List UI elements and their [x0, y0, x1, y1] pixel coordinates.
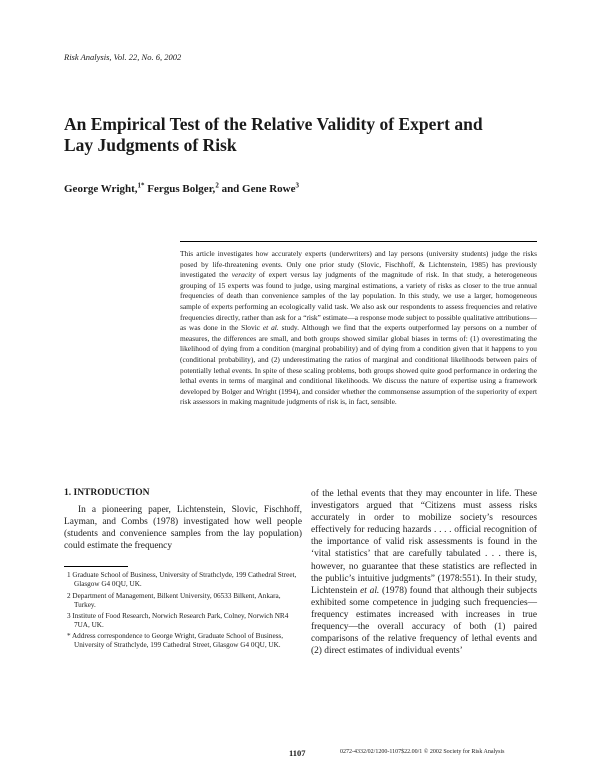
intro-paragraph-left: In a pioneering paper, Lichtenstein, Slovic, Fischhoff, Layman, and Combs (1978) investigated how well people (students and convenience samples from the lay population) could estimate the frequency — [64, 505, 302, 552]
left-column — [64, 488, 302, 652]
footnote-rule — [64, 566, 128, 567]
author-1-affiliation: 1* — [137, 181, 145, 190]
intro-right-italic-etal: et al. — [360, 585, 380, 596]
abstract-italic-etal: et al. — [262, 323, 279, 333]
footnote-correspondence: * Address correspondence to George Wright, Graduate School of Business, University of Strathclyde, 199 Cathedral Street, Glasgow G4 0QU, UK. — [67, 631, 284, 650]
author-1: George Wright, — [64, 183, 138, 195]
page-number: 1107 — [289, 748, 306, 758]
article-title: An Empirical Test of the Relative Validity of Expert and Lay Judgments of Risk — [64, 114, 483, 155]
author-3-affiliation: 3 — [295, 181, 300, 190]
intro-right-part-2: (1978) found that although their subjects exhibited some competence in judging such frequencies—frequency estimates increased with increases in true frequency—the overall accuracy of both (1) paired comparisons of the relative frequency of lethal events and (2) direct estimates of individual events’ — [311, 585, 537, 657]
author-line — [64, 183, 299, 195]
footnote-2: 2 Department of Management, Bilkent University, 06533 Bilkent, Ankara, Turkey. — [67, 591, 281, 609]
intro-paragraph-right — [311, 488, 537, 657]
abstract-part-3: study. Although we find that the experts outperformed lay persons on a number of measures, the differences are small, and both groups showed similar global biases in terms of: (1) overestimating the likelihood of dying from a condition (marginal probability) and of dying from a condition given that it happens to you (conditional probability), and (2) underestimating the ratios of marginal and conditional likelihoods between pairs of potentially lethal events. In spite of these scaling problems, both groups showed quite good performance in ordering the lethal events in terms of marginal and conditional likelihoods. We discuss the nature of expertise using a framework developed by Bolger and Wright (1994), and consider whether the commonsense assumption of the superiority of expert risk assessors in making magnitude judgments of risk is, in fact, sensible. — [180, 323, 537, 407]
author-2: Fergus Bolger, — [144, 183, 216, 195]
right-column — [311, 488, 537, 657]
abstract — [180, 249, 537, 408]
abstract-part-1: This article investigates how accurately experts (underwriters) and lay persons (university students) judge the risks posed by life-threatening events. Only one prior study (Slovic, Fischhoff, & Lichtenstein, 1985) has previously investigated the — [180, 249, 537, 280]
intro-right-part-1: of the lethal events that they may encounter in life. These investigators argued that “Citizens must assess risks accurately in order to mobilize society’s resources effectively for reducing hazards . . . . official recognition of the importance of valid risk assessments is found in the ‘vital statistics’ that are carefully tabulated . . . there is, however, no guarantee that these statistics are reflected in the public’s intuitive judgments” (1978:551). In their study, Lichtenstein — [311, 489, 537, 596]
section-heading: 1. INTRODUCTION — [64, 488, 150, 498]
footnote-1: 1 Graduate School of Business, University of Strathclyde, 199 Cathedral Street, Glasgow G4 0QU, UK. — [67, 571, 297, 589]
abstract-part-2: of expert versus lay judgments of the magnitude of risk. In that study, a heterogeneous grouping of 15 experts was found to judge, using marginal estimations, a variety of risks as closer to the true annual frequencies of death than convenience samples of the lay population. In this study, we use a larger, homogeneous sample of experts performing an ecologically valid task. We also ask our respondents to assess frequencies and relative frequencies directly, rather than ask for a “risk” estimate—a response mode subject to possible qualitative attributions—as was done in the Slovic — [180, 270, 538, 333]
author-2-affiliation: 2 — [215, 181, 219, 190]
copyright-line: 0272-4332/02/1200-1107$22.00/1 © 2002 Society for Risk Analysis — [340, 749, 505, 755]
journal-citation: Risk Analysis, Vol. 22, No. 6, 2002 — [64, 52, 182, 62]
author-3: and Gene Rowe — [218, 183, 296, 195]
abstract-rule — [180, 241, 537, 242]
footnote-3: 3 Institute of Food Research, Norwich Research Park, Colney, Norwich NR4 7UA, UK. — [67, 611, 289, 629]
abstract-italic-veracity: veracity — [231, 270, 256, 280]
